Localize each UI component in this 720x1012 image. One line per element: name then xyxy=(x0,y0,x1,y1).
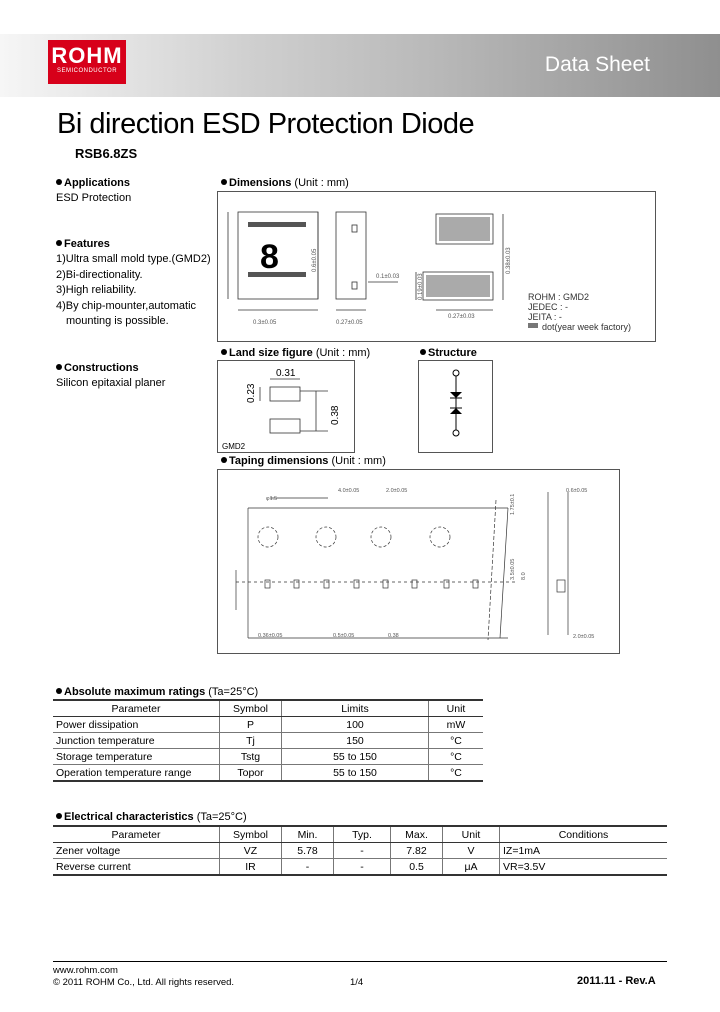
footer-rule xyxy=(53,961,667,962)
brand-sub: SEMICONDUCTOR xyxy=(56,68,118,74)
dim-label: 0.38±0.03 xyxy=(506,247,512,274)
land-dim: 0.31 xyxy=(276,368,296,379)
dim-label: 0.27±0.05 xyxy=(336,320,363,326)
land-size-drawing xyxy=(218,361,354,452)
structure-figure xyxy=(418,360,493,453)
bullet-icon xyxy=(56,240,62,246)
dot-note: dot(year week factory) xyxy=(542,322,632,332)
tape-dim: 1.75±0.1 xyxy=(510,493,516,515)
feature-item: 1)Ultra small mold type.(GMD2) xyxy=(56,253,211,265)
brand-name: ROHM xyxy=(51,43,123,68)
bullet-icon xyxy=(56,813,62,819)
dim-label: 0.19±0.03 xyxy=(418,273,424,300)
abs-max-table xyxy=(53,699,483,782)
feature-list xyxy=(56,252,211,330)
package-info: JEDEC : - xyxy=(528,302,569,312)
dimensions-figure xyxy=(217,191,656,342)
dim-label: 0.1±0.03 xyxy=(376,274,400,280)
bullet-icon xyxy=(56,364,62,370)
part-number: RSB6.8ZS xyxy=(75,146,138,161)
taping-figure xyxy=(217,469,620,654)
elec-table xyxy=(53,825,667,876)
tape-dim: 2.0±0.05 xyxy=(573,634,595,640)
applications-heading: Applications xyxy=(56,177,130,189)
table-row: Reverse current IR - - 0.5 μA VR=3.5V xyxy=(53,859,667,876)
bullet-icon xyxy=(56,688,62,694)
abs-max-heading: Absolute maximum ratings (Ta=25°C) xyxy=(56,686,258,698)
feature-item: 2)Bi-directionality. xyxy=(56,268,143,281)
dimensions-heading: Dimensions (Unit : mm) xyxy=(221,177,349,189)
bullet-icon xyxy=(56,179,62,185)
taping-drawing xyxy=(218,470,619,653)
table-row: Zener voltage VZ 5.78 - 7.82 V IZ=1mA xyxy=(53,843,667,859)
tape-dim: φ1.5 xyxy=(266,496,278,502)
tape-dim: 2.0±0.05 xyxy=(386,488,408,494)
table-header-row: Parameter Symbol Limits Unit xyxy=(53,700,483,717)
footer-copyright: © 2011 ROHM Co., Ltd. All rights reserved. xyxy=(53,977,235,988)
constructions-heading: Constructions xyxy=(56,362,139,374)
land-dim: 0.38 xyxy=(330,405,341,425)
dim-label: 0.27±0.03 xyxy=(448,314,475,320)
feature-item: 4)By chip-mounter,automatic xyxy=(56,299,197,312)
tape-dim: 0.38 xyxy=(388,633,399,639)
table-row: Junction temperature Tj 150 °C xyxy=(53,733,483,749)
marking-text: 8 xyxy=(260,238,279,276)
tape-dim: 3.5±0.05 xyxy=(510,558,516,580)
package-info: ROHM : GMD2 xyxy=(528,292,590,302)
table-row: Storage temperature Tstg 55 to 150 °C xyxy=(53,749,483,765)
tape-dim: 0.6±0.05 xyxy=(566,488,588,494)
bullet-icon xyxy=(221,179,227,185)
revision: 2011.11 - Rev.A xyxy=(577,975,656,987)
rohm-logo xyxy=(48,40,126,84)
feature-item: 3)High reliability. xyxy=(56,284,137,296)
page-number: 1/4 xyxy=(350,977,364,988)
table-row: Power dissipation P 100 mW xyxy=(53,717,483,733)
bullet-icon xyxy=(420,349,426,355)
dimensions-drawing xyxy=(218,192,655,341)
constructions-item: Silicon epitaxial planer xyxy=(56,377,166,389)
dim-label: 0.3±0.05 xyxy=(253,320,277,326)
tape-dim: 0.5±0.05 xyxy=(333,633,355,639)
table-row: Operation temperature range Topor 55 to 150 °C xyxy=(53,765,483,782)
applications-item: ESD Protection xyxy=(56,192,132,204)
taping-heading: Taping dimensions (Unit : mm) xyxy=(221,455,386,467)
structure-heading: Structure xyxy=(420,347,477,359)
land-size-heading: Land size figure (Unit : mm) xyxy=(221,347,370,359)
land-dim: 0.23 xyxy=(246,383,257,403)
table-header-row: Parameter Symbol Min. Typ. Max. Unit Conditions xyxy=(53,826,667,843)
elec-heading: Electrical characteristics (Ta=25°C) xyxy=(56,811,247,823)
doc-type: Data Sheet xyxy=(544,53,650,76)
land-package: GMD2 xyxy=(222,442,246,451)
tape-dim: 4.0±0.05 xyxy=(338,488,360,494)
bullet-icon xyxy=(221,457,227,463)
feature-item: mounting is possible. xyxy=(66,315,169,327)
footer-url[interactable]: www.rohm.com xyxy=(53,965,118,976)
package-info: JEITA : - xyxy=(528,312,562,322)
dim-label: 0.6±0.05 xyxy=(312,248,318,272)
tape-dim: 8.0 xyxy=(521,572,527,580)
bullet-icon xyxy=(221,349,227,355)
tape-dim: 0.36±0.05 xyxy=(258,633,283,639)
features-heading: Features xyxy=(56,238,110,250)
land-size-figure xyxy=(217,360,355,453)
bidirectional-diode-icon xyxy=(419,361,492,452)
page-title: Bi direction ESD Protection Diode xyxy=(57,108,475,140)
